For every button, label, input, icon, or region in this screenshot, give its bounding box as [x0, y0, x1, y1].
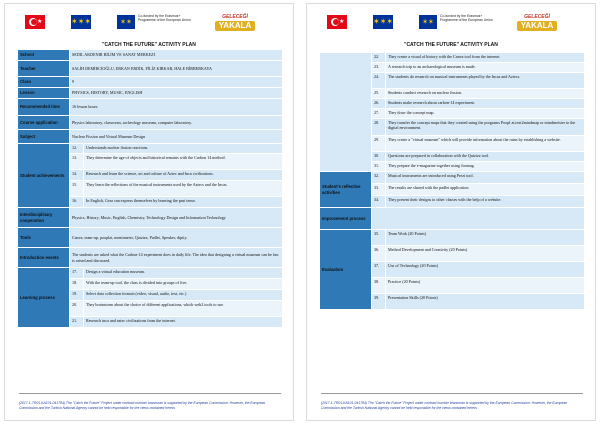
erasmus-caption: Co-funded by the Erasmus+ Programme of the European Union: [440, 14, 493, 23]
row-label: Evaluation: [320, 230, 372, 310]
table-row: [18, 130, 283, 144]
item-number: 17.: [70, 268, 84, 279]
activity-plan-table-left: [17, 49, 283, 328]
list-item: Musical instruments are introduced using Prezi tool.: [386, 172, 585, 184]
list-item: With the team-up tool, the class is divided into groups of five.: [84, 279, 283, 290]
funding-disclaimer: (2017-1-TR01-KA101-041784) The "Catch the Future" Project under contract number brancman is supported by the European Commission. However, the European Commission and the Turkish National Agency cannot be held responsible for the views contained herein.: [19, 401, 266, 410]
funding-disclaimer: (2017-1-TR01-KA101-041784) The "Catch the Future" Project under contract number brancman is supported by the European Commission. However, the European Commission and the Turkish National Agency cannot be held responsible for the views contained herein.: [321, 401, 568, 410]
table-row: [18, 99, 283, 116]
item-number: 13.: [70, 154, 84, 170]
list-item: They create a "virtual museum" which will provide information about the ruins by establishing a website.: [386, 136, 585, 152]
list-item: They learn the reflections of the musical instruments used by the Aztecs and the Incas.: [84, 181, 283, 197]
item-number: 29.: [372, 136, 386, 152]
item-number: 32.: [372, 172, 386, 184]
row-label: Interdisciplinary cooperation: [18, 208, 70, 228]
item-number: 20.: [70, 301, 84, 317]
list-item: They prepare the e-magazine together using Joomag.: [386, 162, 585, 172]
table-row: [18, 116, 283, 130]
turkey-flag-icon: ★: [327, 15, 347, 29]
item-number: 31.: [372, 162, 386, 172]
row-label: School: [18, 50, 70, 61]
project-logo: GELECEĞİ YAKALA: [517, 13, 557, 35]
document-page-right: [306, 3, 596, 421]
list-item: Presentation Skills (20 Points): [386, 294, 585, 310]
item-number: 36.: [372, 246, 386, 262]
list-item: The results are shared with the padlet application.: [386, 184, 585, 196]
item-number: 37.: [372, 262, 386, 278]
list-item: They brainstorm about the choice of different applications, which web2 tools to use.: [84, 301, 283, 317]
list-item: They transfer the concept maps that they created using the programs Poopl at,text2mindmap or mindmeister to the digital environment.: [386, 119, 585, 136]
item-number: 35.: [372, 230, 386, 246]
item-number: 24.: [372, 73, 386, 89]
row-value: Physics, History, Music, English, Chemistry, Technology Design and Information Technology: [70, 208, 283, 228]
row-label: Teacher: [18, 61, 70, 77]
item-number: 22.: [372, 53, 386, 63]
table-row: [18, 208, 283, 228]
list-item: Students make research about carbon-14 experiment.: [386, 99, 585, 109]
row-value: 9: [70, 77, 283, 88]
item-number: 16.: [70, 197, 84, 208]
eu-flag-icon: ✶✶✶: [373, 15, 393, 29]
row-value: Nuclear Fission and Virtual Museum Design: [70, 130, 283, 144]
activity-plan-title: "CATCH THE FUTURE" ACTIVITY PLAN: [404, 42, 498, 48]
item-number: 14.: [70, 170, 84, 181]
list-item: They present their designs to other classes with the help of a website.: [386, 196, 585, 208]
row-label: Class: [18, 77, 70, 88]
row-label: Tools: [18, 228, 70, 248]
row-value: [372, 208, 585, 230]
table-row: [320, 230, 585, 246]
item-number: 19.: [70, 290, 84, 301]
row-value: Physics laboratory, classroom, archeology museum, computer laboratory.: [70, 116, 283, 130]
row-value: Canva, team-up, pooplat, mentimeter, Quizizz, Padlet, Speaker, dipity.: [70, 228, 283, 248]
list-item: They determine the age of objects and historical remains with the Carbon 14 method.: [84, 154, 283, 170]
erasmus-caption: Co-funded by the Erasmus+ Programme of the European Union: [138, 14, 191, 23]
erasmus-flag-icon: ✶✶: [419, 15, 437, 29]
list-item: In English, Gear can express themselves by learning the past tense.: [84, 197, 283, 208]
item-number: 26.: [372, 99, 386, 109]
table-row: [18, 144, 283, 154]
row-label: Student achievements: [18, 144, 70, 208]
list-item: Students conduct research on nuclear fission.: [386, 89, 585, 99]
row-value: PHYSICS, HISTORY, MUSIC, ENGLISH: [70, 88, 283, 99]
row-label: Recommended time: [18, 99, 70, 116]
row-label: Learning process: [18, 268, 70, 328]
table-row: [18, 77, 283, 88]
table-row: [18, 88, 283, 99]
list-item: Understands nuclear fission reactions.: [84, 144, 283, 154]
row-label: Improvement process: [320, 208, 372, 230]
row-value: The students are asked what the Carbon-14 experiment does in daily life. The idea that designing a virtual museum can be fun is raised and discussed.: [70, 248, 283, 268]
row-label: Student's reflective activities: [320, 172, 372, 208]
item-number: 15.: [70, 181, 84, 197]
item-number: 34.: [372, 196, 386, 208]
row-value: SEDIL AKDENIR BİLİM VE SANAT MERKEZİ: [70, 50, 283, 61]
footer-divider: [19, 393, 281, 394]
header-logos: [327, 13, 577, 39]
table-row: [18, 248, 283, 268]
activity-plan-title: "CATCH THE FUTURE" ACTIVITY PLAN: [102, 42, 196, 48]
row-label: Course application: [18, 116, 70, 130]
item-number: 28.: [372, 119, 386, 136]
item-number: 38.: [372, 278, 386, 294]
list-item: Questions are prepared in collaboration with the Quizizz tool.: [386, 152, 585, 162]
header-logos: [25, 13, 275, 39]
list-item: Practice (20 Points): [386, 278, 585, 294]
list-item: Select data collection formats (video, visual, audio, text, etc.): [84, 290, 283, 301]
item-number: 27.: [372, 109, 386, 119]
list-item: A research trip to an archaeological museum is made.: [386, 63, 585, 73]
table-row: [320, 53, 585, 63]
erasmus-flag-icon: ✶✶: [117, 15, 135, 29]
table-row: [18, 268, 283, 279]
list-item: The students do research on musical instruments played by the Incas and Aztecs.: [386, 73, 585, 89]
table-row: [18, 61, 283, 77]
list-item: They create a visual of history with the Canva tool from the internet.: [386, 53, 585, 63]
row-label: Subject: [18, 130, 70, 144]
list-item: Use of Technology (20 Points): [386, 262, 585, 278]
item-number: 21.: [70, 317, 84, 328]
turkey-flag-icon: ★: [25, 15, 45, 29]
project-logo: GELECEĞİ YAKALA: [215, 13, 255, 35]
footer-divider: [321, 393, 583, 394]
eu-flag-icon: ✶✶✶: [71, 15, 91, 29]
table-row: [18, 228, 283, 248]
table-row: [320, 172, 585, 184]
item-number: 30.: [372, 152, 386, 162]
list-item: Team Work (20 Points): [386, 230, 585, 246]
item-number: 25.: [372, 89, 386, 99]
list-item: Research and learn the science, art and culture of Aztec and Inca civilizations.: [84, 170, 283, 181]
list-item: Method Development and Creativity (20 Points): [386, 246, 585, 262]
list-item: Research inca and aztec civilizations from the internet.: [84, 317, 283, 328]
row-label: Lesson: [18, 88, 70, 99]
continued-cell: [320, 53, 372, 172]
item-number: 39.: [372, 294, 386, 310]
activity-plan-table-right: [319, 52, 585, 310]
row-value: SALİH DEMİRCİOĞLU, ERKAN ERDİK, FİLİZ KIRKAR, HALE BİRBERKAYA: [70, 61, 283, 77]
table-row: [320, 208, 585, 230]
document-page-left: [4, 3, 294, 421]
row-label: Introduction events: [18, 248, 70, 268]
list-item: They draw the concept map.: [386, 109, 585, 119]
item-number: 23.: [372, 63, 386, 73]
item-number: 18.: [70, 279, 84, 290]
table-row: [18, 50, 283, 61]
item-number: 33.: [372, 184, 386, 196]
row-value: 16 lesson hours: [70, 99, 283, 116]
list-item: Design a virtual education museum.: [84, 268, 283, 279]
item-number: 12.: [70, 144, 84, 154]
